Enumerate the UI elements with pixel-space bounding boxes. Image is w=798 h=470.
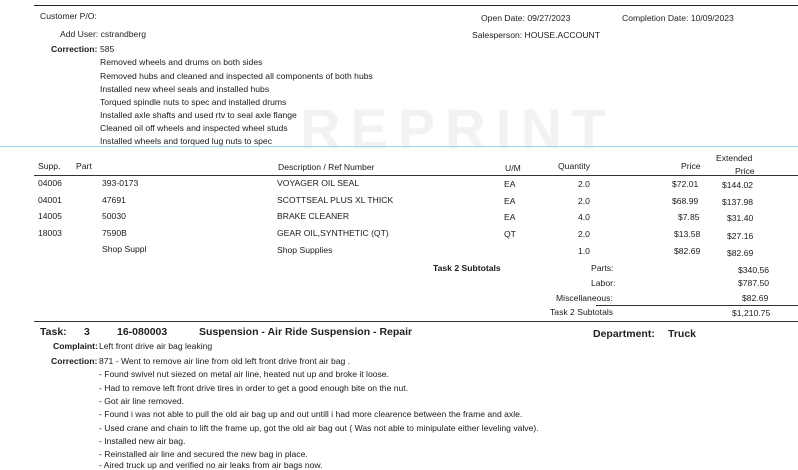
task3-correction-label: Correction: [51, 356, 98, 366]
col-supp-header: Supp. [38, 161, 61, 171]
row-price: $7.85 [678, 212, 700, 222]
col-description-header: Description / Ref Number [278, 162, 375, 172]
col-extended-header-2: Price [735, 166, 755, 176]
task-label: Task: [40, 326, 67, 338]
add-user: Add User: cstrandberg [60, 29, 146, 39]
row-description: BRAKE CLEANER [277, 211, 350, 221]
task2-correction-line: Installed axle shafts and used rtv to seal axle flange [100, 110, 297, 120]
scan-line [0, 146, 798, 147]
parts-subtotal-label: Parts: [591, 263, 614, 273]
task-number: 3 [84, 326, 90, 338]
row-price: $68.99 [672, 196, 699, 206]
completion-date: Completion Date: 10/09/2023 [622, 13, 734, 23]
misc-subtotal-label: Miscellaneous: [556, 293, 613, 303]
row-price: $13.58 [674, 229, 701, 239]
task2-correction-line: Removed hubs and cleaned and inspected all components of both hubs [100, 71, 373, 81]
task2-correction-line: Removed wheels and drums on both sides [100, 57, 263, 67]
task3-correction-line: - Had to remove left front drive tires in order to get a good enough bite on the nut. [99, 383, 409, 393]
subtotals-title: Task 2 Subtotals [433, 263, 501, 273]
task3-correction-line: - Got air line removed. [99, 396, 185, 406]
task3-correction-first: 871 - Went to remove air line from old left front drive front air bag . [99, 356, 351, 366]
task2-correction-label: Correction: [51, 44, 98, 54]
task-code: 16-080003 [117, 326, 168, 338]
task-title: Suspension - Air Ride Suspension - Repair [199, 326, 413, 338]
col-price-header: Price [681, 161, 701, 171]
open-date: Open Date: 09/27/2023 [481, 13, 571, 23]
task-subtotal-value: $1,210.75 [732, 308, 771, 318]
task2-correction-line: Installed new wheel seals and installed hubs [100, 84, 270, 94]
row-price: $72.01 [672, 179, 699, 189]
task3-correction-line: - Reinstalled air line and secured the new bag in place. [99, 449, 308, 459]
row-description: Shop Supplies [277, 245, 333, 255]
top-rule [34, 5, 798, 6]
row-extended: $82.69 [727, 248, 754, 258]
row-part: Shop Suppl [102, 244, 147, 254]
row-part: 7590B [102, 228, 127, 238]
row-supp: 04006 [38, 178, 62, 188]
row-part: 47691 [102, 195, 126, 205]
task3-correction-line: - Aired truck up and verified no air leaks from air bags now. [99, 460, 323, 470]
row-description: SCOTTSEAL PLUS XL THICK [277, 195, 394, 205]
watermark: REPRINT [300, 97, 616, 160]
salesperson: Salesperson: HOUSE.ACCOUNT [472, 30, 600, 40]
row-supp: 18003 [38, 228, 62, 238]
row-description: GEAR OIL,SYNTHETIC (QT) [277, 228, 389, 238]
col-extended-header-1: Extended [716, 153, 753, 163]
task3-correction-line: - Found i was not able to pull the old air bag up and out untill i had more clearence between the frame and axle. [99, 409, 523, 419]
row-um: EA [504, 179, 516, 189]
row-extended: $27.16 [727, 231, 754, 241]
row-extended: $144.02 [722, 180, 754, 190]
labor-subtotal-value: $787.50 [738, 278, 770, 288]
row-um: QT [504, 229, 516, 239]
table-header-rule [34, 175, 798, 176]
row-description: VOYAGER OIL SEAL [277, 178, 360, 188]
task2-correction-line: Cleaned oil off wheels and inspected wheel studs [100, 123, 288, 133]
col-quantity-header: Quantity [558, 161, 591, 171]
row-part: 50030 [102, 211, 126, 221]
row-quantity: 1.0 [578, 246, 590, 256]
row-part: 393-0173 [102, 178, 139, 188]
row-supp: 14005 [38, 211, 62, 221]
row-quantity: 2.0 [578, 229, 590, 239]
task3-correction-line: - Used crane and chain to lift the frame up, got the old air bag out ( Was not able to minipulate either leveling valve). [99, 423, 539, 433]
task2-correction-line: Torqued spindle nuts to spec and installed drums [100, 97, 287, 107]
row-quantity: 2.0 [578, 179, 590, 189]
row-price: $82.69 [674, 246, 701, 256]
parts-subtotal-value: $340.56 [738, 265, 770, 275]
row-quantity: 4.0 [578, 212, 590, 222]
complaint-label: Complaint: [53, 341, 98, 351]
department-value: Truck [668, 328, 697, 340]
row-quantity: 2.0 [578, 196, 590, 206]
misc-subtotal-value: $82.69 [742, 293, 769, 303]
task-separator-rule [34, 321, 798, 322]
task2-correction-code: 585 [100, 44, 115, 54]
row-extended: $137.98 [722, 197, 754, 207]
col-um-header: U/M [505, 163, 521, 173]
subtotal-rule [596, 305, 798, 306]
row-um: EA [504, 212, 516, 222]
task2-correction-line: Installed wheels and torqued lug nuts to spec [100, 136, 272, 146]
row-extended: $31.40 [727, 213, 754, 223]
col-part-header: Part [76, 161, 92, 171]
labor-subtotal-label: Labor: [591, 278, 616, 288]
task-subtotal-label: Task 2 Subtotals [550, 307, 614, 317]
row-um: EA [504, 196, 516, 206]
complaint-text: Left front drive air bag leaking [99, 341, 213, 351]
task3-correction-line: - Installed new air bag. [99, 436, 186, 446]
customer-po-label: Customer P/O: [40, 11, 97, 21]
row-supp: 04001 [38, 195, 62, 205]
task3-correction-line: - Found swivel nut siezed on metal air line, heated nut up and broke it loose. [99, 369, 389, 379]
department-label: Department: [593, 328, 655, 340]
